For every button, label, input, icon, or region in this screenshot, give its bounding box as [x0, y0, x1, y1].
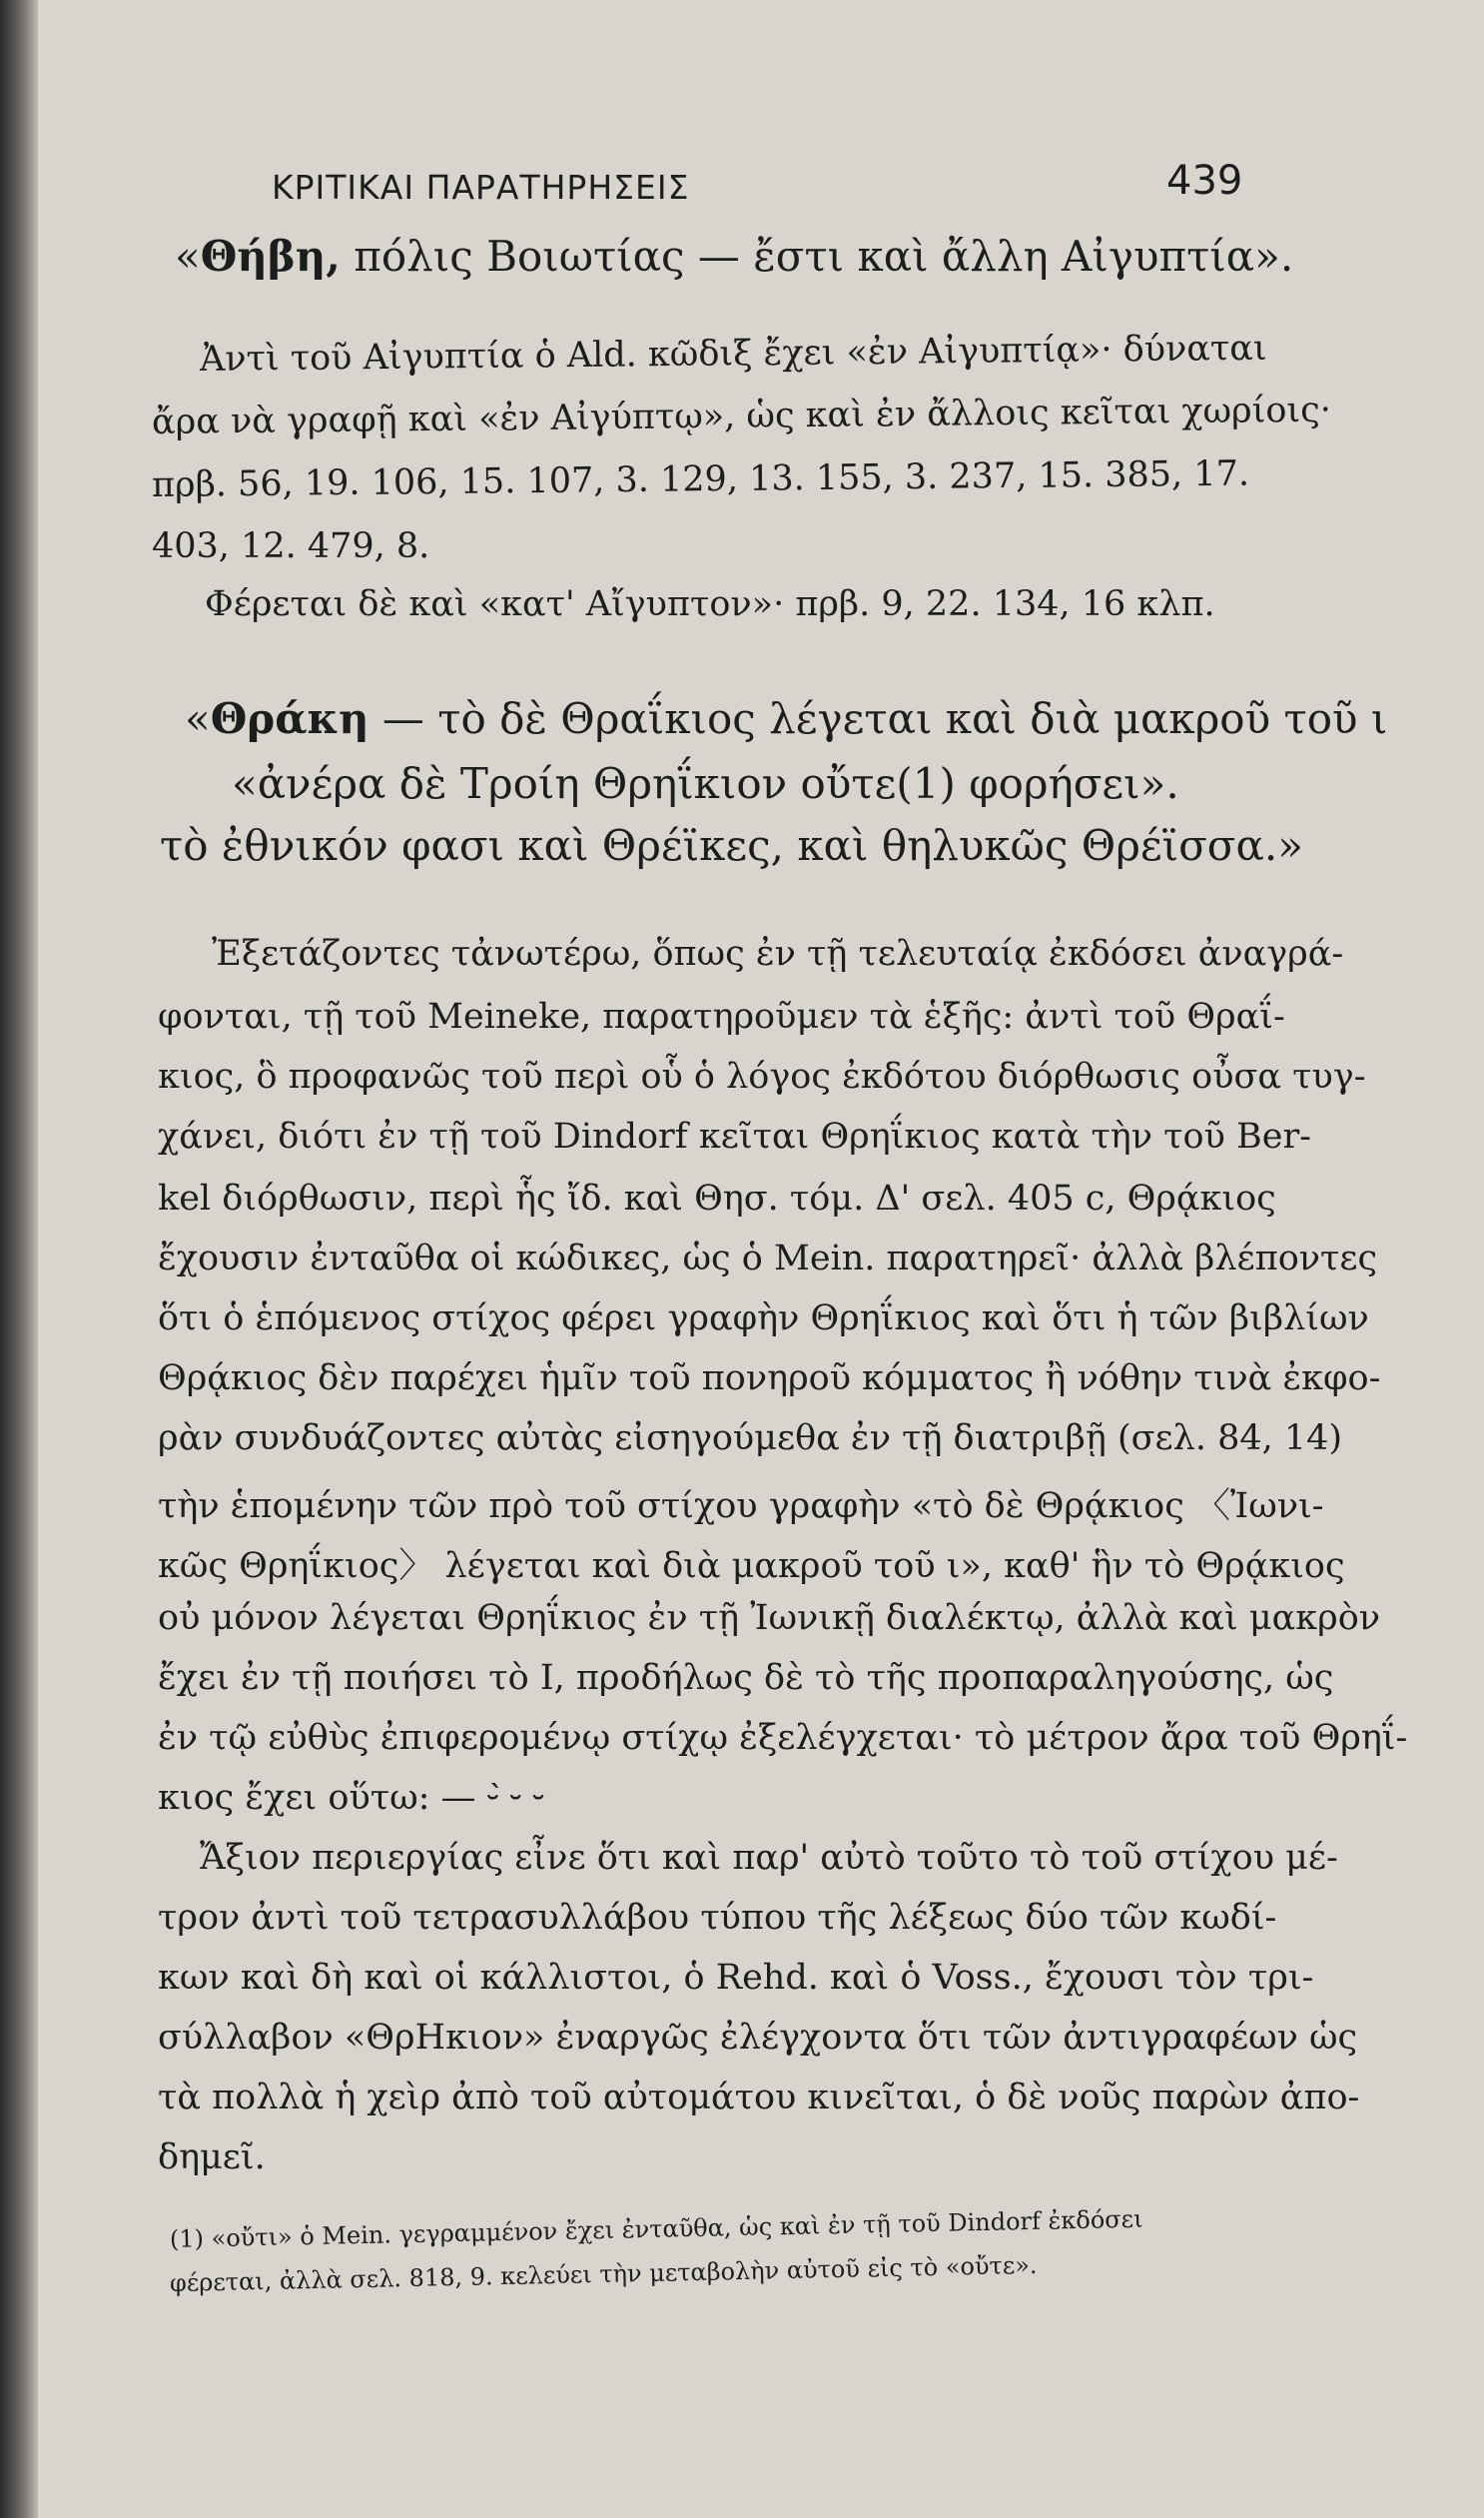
commentary-line: πρβ. 56, 19. 106, 15. 107, 3. 129, 13. 155, 3. 237, 15. 385, 17.: [151, 453, 1250, 505]
page-number: 439: [1166, 158, 1243, 204]
ethnic-note: τὸ ἐθνικόν φασι καὶ Θρέϊκες, καὶ θηλυκῶς Θρέϊσσα.»: [160, 821, 1303, 870]
entry-heading-thrace: [185, 694, 1387, 743]
open-quote: «: [185, 694, 211, 743]
commentary-line: ἔχουσιν ἐνταῦθα οἱ κώδικες, ὡς ὁ Mein. παρατηρεῖ· ἀλλὰ βλέποντες: [158, 1239, 1378, 1278]
commentary-line: οὐ μόνον λέγεται Θρηΐκιος ἐν τῇ Ἰωνικῇ διαλέκτῳ, ἀλλὰ καὶ μακρὸν: [158, 1598, 1381, 1638]
commentary-line: φονται, τῇ τοῦ Meineke, παρατηροῦμεν τὰ ἑξῆς: ἀντὶ τοῦ Θραΐ-: [158, 997, 1285, 1037]
commentary-line: ἄρα νὰ γραφῇ καὶ «ἐν Αἰγύπτῳ», ὡς καὶ ἐν ἄλλοις κεῖται χωρίοις·: [151, 390, 1332, 442]
commentary-line: Ἄξιον περιεργίας εἶνε ὅτι καὶ παρ' αὐτὸ τοῦτο τὸ τοῦ στίχου μέ-: [200, 1838, 1338, 1878]
lemma-thebe: Θήβη,: [200, 232, 341, 281]
entry-heading-thebe: [175, 232, 1293, 281]
commentary-line: κων καὶ δὴ καὶ οἱ κάλλιστοι, ὁ Rehd. καὶ ὁ Voss., ἔχουσι τὸν τρι-: [158, 1958, 1314, 1998]
lemma-thrace: Θράκη: [210, 694, 370, 743]
commentary-line: σύλλαβον «ΘρΗκιον» ἐναργῶς ἐλέγχοντα ὅτι τῶν ἀντιγραφέων ὡς: [158, 2018, 1358, 2058]
commentary-line: τὴν ἑπομένην τῶν πρὸ τοῦ στίχου γραφὴν «τὸ δὲ Θρᾴκιος 〈Ἰωνι-: [158, 1486, 1324, 1526]
quoted-verse: «ἀνέρα δὲ Τροίη Θρηΐκιον οὔτε(1) φορήσει».: [232, 759, 1179, 808]
commentary-line: 403, 12. 479, 8.: [152, 526, 430, 566]
footnote-line: (1) «οὔτι» ὁ Mein. γεγραμμένον ἔχει ἐνταῦθα, ὡς καὶ ἐν τῇ τοῦ Dindorf ἐκδόσει: [169, 2204, 1143, 2253]
heading-rest: πόλις Βοιωτίας — ἔστι καὶ ἄλλη Αἰγυπτία».: [340, 232, 1294, 281]
heading-rest: — τὸ δὲ Θραΐκιος λέγεται καὶ διὰ μακροῦ τοῦ ι: [369, 694, 1388, 743]
commentary-line: Ἐξετάζοντες τἀνωτέρω, ὅπως ἐν τῇ τελευταίᾳ ἐκδόσει ἀναγρά-: [212, 934, 1344, 974]
running-header: ΚΡΙΤΙΚΑΙ ΠΑΡΑΤΗΡΗΣΕΙΣ: [272, 168, 690, 207]
commentary-line: δημεῖ.: [158, 2137, 266, 2177]
commentary-line: κῶς Θρηΐκιος〉 λέγεται καὶ διὰ μακροῦ τοῦ ι», καθ' ἣν τὸ Θρᾴκιος: [158, 1546, 1345, 1586]
commentary-line: ἔχει ἐν τῇ ποιήσει τὸ Ι, προδήλως δὲ τὸ τῆς προπαραληγούσης, ὡς: [158, 1658, 1334, 1698]
commentary-line: ἐν τῷ εὐθὺς ἐπιφερομένῳ στίχῳ ἐξελέγχεται· τὸ μέτρον ἄρα τοῦ Θρηΐ-: [158, 1718, 1408, 1758]
footnote-line: φέρεται, ἀλλὰ σελ. 818, 9. κελεύει τὴν μεταβολὴν αὐτοῦ εἰς τὸ «οὔτε».: [169, 2250, 1038, 2297]
commentary-line: κιος, ὃ προφανῶς τοῦ περὶ οὗ ὁ λόγος ἐκδότου διόρθωσις οὖσα τυγ-: [158, 1057, 1366, 1097]
commentary-line: τὰ πολλὰ ἡ χεὶρ ἀπὸ τοῦ αὐτομάτου κινεῖται, ὁ δὲ νοῦς παρὼν ἀπο-: [158, 2078, 1360, 2117]
open-quote: «: [175, 232, 201, 281]
commentary-line: Ἀντὶ τοῦ Αἰγυπτία ὁ Ald. κῶδιξ ἔχει «ἐν Αἰγυπτίᾳ»· δύναται: [199, 328, 1267, 380]
commentary-line: ὅτι ὁ ἑπόμενος στίχος φέρει γραφὴν Θρηΐκιος καὶ ὅτι ἡ τῶν βιβλίων: [158, 1298, 1369, 1338]
commentary-line: χάνει, διότι ἐν τῇ τοῦ Dindorf κεῖται Θρηΐκιος κατὰ τὴν τοῦ Ber-: [158, 1117, 1311, 1157]
metre-line: κιος ἔχει οὕτω: — ⏑́ ⏑ ⏑: [158, 1778, 544, 1818]
commentary-line: Φέρεται δὲ καὶ «κατ' Αἴγυπτον»· πρβ. 9, 22. 134, 16 κλπ.: [205, 584, 1215, 624]
book-spine-shadow: [0, 0, 38, 2518]
commentary-line: τρον ἀντὶ τοῦ τετρασυλλάβου τύπου τῆς λέξεως δύο τῶν κωδί-: [158, 1898, 1277, 1938]
commentary-line: kel διόρθωσιν, περὶ ἧς ἴδ. καὶ Θησ. τόμ. Δ' σελ. 405 c, Θρᾴκιος: [158, 1179, 1276, 1219]
commentary-line: Θρᾴκιος δὲν παρέχει ἡμῖν τοῦ πονηροῦ κόμματος ἢ νόθην τινὰ ἐκφο-: [158, 1358, 1381, 1398]
commentary-line: ρὰν συνδυάζοντες αὐτὰς εἰσηγούμεθα ἐν τῇ διατριβῇ (σελ. 84, 14): [158, 1418, 1343, 1458]
